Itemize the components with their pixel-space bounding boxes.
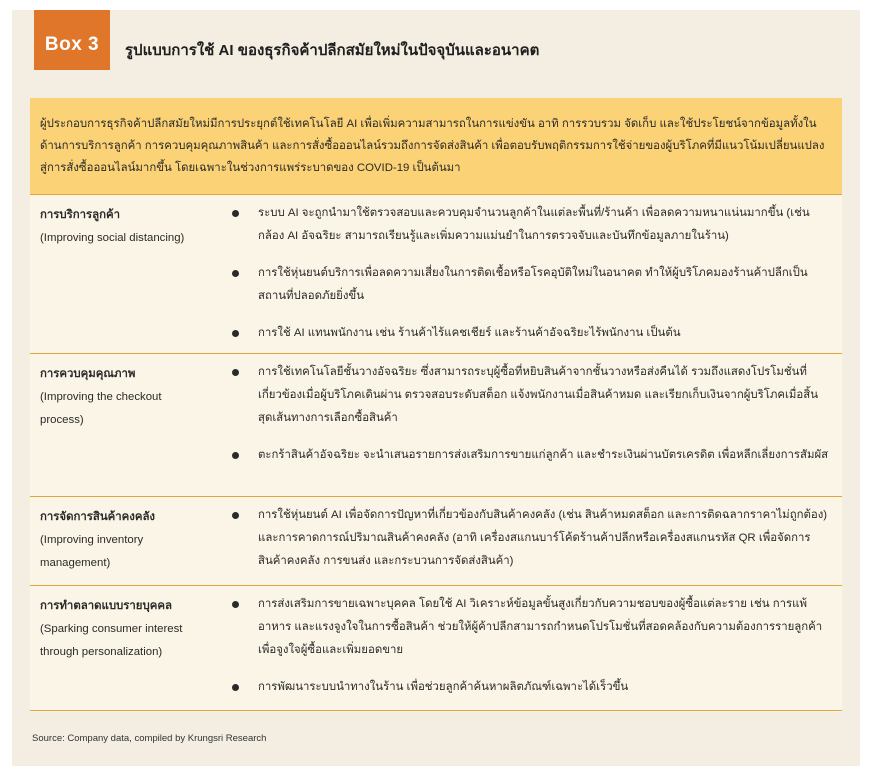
bullet-item: การใช้หุ่นยนต์บริการเพื่อลดความเสี่ยงในการติดเชื้อหรือโรคอุบัติใหม่ในอนาคต ทำให้ผู้บริโภคมองร้านค้าปลีกเป็นสถานที่ปลอดภัยยิ่งขึ้น bbox=[230, 262, 830, 308]
row-title-en: (Improving the checkout process) bbox=[40, 391, 162, 426]
intro-paragraph: ผู้ประกอบการธุรกิจค้าปลีกสมัยใหม่มีการประยุกต์ใช้เทคโนโลยี AI เพื่อเพิ่มความสามารถในการแข่งขัน อาทิ การรวบรวม จัดเก็บ และใช้ประโยชน์จากข้อมูลทั้งในด้านการบริการลูกค้า การควบคุมคุณภาพสินค้า และการสั่งซื้อออนไลน์รวมถึงการจัดส่งสินค้า เพื่อตอบรับพฤติกรรมการใช้จ่ายของผู้บริโภคที่มีแนวโน้มเปลี่ยนแปลงสู่การสั่งซื้อออนไลน์มากขึ้น โดยเฉพาะในช่วงการแพร่ระบาดของ COVID-19 เป็นต้นมา bbox=[30, 98, 842, 194]
bullet-list bbox=[230, 361, 830, 467]
box-title: รูปแบบการใช้ AI ของธุรกิจค้าปลีกสมัยใหม่ในปัจจุบันและอนาคต bbox=[125, 42, 540, 59]
row-title bbox=[40, 363, 230, 432]
row-title bbox=[40, 204, 230, 250]
bullet-item: การส่งเสริมการขายเฉพาะบุคคล โดยใช้ AI วิเคราะห์ข้อมูลขั้นสูงเกี่ยวกับความชอบของผู้ซื้อแต่ละราย เช่น การแพ้อาหาร และแรงจูงใจในการซื้อสินค้า ช่วยให้ผู้ค้าปลีกสามารถกำหนดโปรโมชั่นที่สอดคล้องกับความต้องการรายลูกค้า เพื่อจูงใจผู้ซื้อและเพิ่มยอดขาย bbox=[230, 593, 830, 662]
row-personalization bbox=[30, 585, 842, 711]
row-title-th: การควบคุมคุณภาพ bbox=[40, 368, 136, 380]
bullet-item: การใช้เทคโนโลยีชั้นวางอัจฉริยะ ซึ่งสามารถระบุผู้ซื้อที่หยิบสินค้าจากชั้นวางหรือส่งคืนได้ รวมถึงแสดงโปรโมชั่นที่เกี่ยวข้องเมื่อผู้บริโภคเดินผ่าน ตรวจสอบระดับสต็อก แจ้งพนักงานเมื่อสินค้าหมด และเรียกเก็บเงินจากผู้บริโภคเมื่อสิ้นสุดเส้นทางการเลือกซื้อสินค้า bbox=[230, 361, 830, 430]
row-title-en: (Improving inventory management) bbox=[40, 534, 144, 569]
bullet-item: ตะกร้าสินค้าอัจฉริยะ จะนำเสนอรายการส่งเสริมการขายแก่ลูกค้า และชำระเงินผ่านบัตรเครดิต เพื่อหลีกเลี่ยงการสัมผัส bbox=[230, 444, 830, 467]
row-title-th: การจัดการสินค้าคงคลัง bbox=[40, 511, 155, 523]
bullet-dot-icon bbox=[232, 330, 239, 337]
bullet-list bbox=[230, 202, 830, 345]
row-quality-control bbox=[30, 353, 842, 494]
bullet-list bbox=[230, 504, 830, 573]
bullet-dot-icon bbox=[232, 684, 239, 691]
row-title-en: (Sparking consumer interest through personalization) bbox=[40, 623, 183, 658]
bullet-list bbox=[230, 593, 830, 699]
row-title-en: (Improving social distancing) bbox=[40, 232, 185, 244]
row-customer-service bbox=[30, 194, 842, 351]
bullet-dot-icon bbox=[232, 512, 239, 519]
bullet-item: การพัฒนาระบบนำทางในร้าน เพื่อช่วยลูกค้าค้นหาผลิตภัณฑ์เฉพาะได้เร็วขึ้น bbox=[230, 676, 830, 699]
bullet-dot-icon bbox=[232, 452, 239, 459]
row-title bbox=[40, 595, 230, 664]
row-title-th: การบริการลูกค้า bbox=[40, 209, 121, 221]
bullet-dot-icon bbox=[232, 270, 239, 277]
content-panel bbox=[30, 98, 842, 712]
row-title bbox=[40, 506, 230, 575]
bullet-dot-icon bbox=[232, 601, 239, 608]
bullet-dot-icon bbox=[232, 210, 239, 217]
bullet-item: การใช้ AI แทนพนักงาน เช่น ร้านค้าไร้แคชเชียร์ และร้านค้าอัจฉริยะไร้พนักงาน เป็นต้น bbox=[230, 322, 830, 345]
bottom-divider bbox=[30, 710, 842, 711]
row-inventory bbox=[30, 496, 842, 583]
bullet-item: การใช้หุ่นยนต์ AI เพื่อจัดการปัญหาที่เกี่ยวข้องกับสินค้าคงคลัง (เช่น สินค้าหมดสต็อก และการติดฉลากราคาไม่ถูกต้อง) และการคาดการณ์ปริมาณสินค้าคงคลัง (อาทิ เครื่องสแกนบาร์โค้ดร้านค้าปลีกหรือเครื่องสแกนรหัส QR เพื่อจัดการสินค้าคงคลัง การขนส่ง และกระบวนการจัดส่งสินค้า) bbox=[230, 504, 830, 573]
bullet-dot-icon bbox=[232, 369, 239, 376]
source-note: Source: Company data, compiled by Krungsri Research bbox=[32, 733, 267, 744]
row-title-th: การทำตลาดแบบรายบุคคล bbox=[40, 600, 172, 612]
box-label: Box 3 bbox=[34, 10, 110, 70]
bullet-item: ระบบ AI จะถูกนำมาใช้ตรวจสอบและควบคุมจำนวนลูกค้าในแต่ละพื้นที่/ร้านค้า เพื่อลดความหนาแน่นมากขึ้น (เช่น กล้อง AI อัจฉริยะ สามารถเรียนรู้และเพิ่มความแม่นยำในการตรวจจับและบันทึกข้อมูลภายในร้าน) bbox=[230, 202, 830, 248]
